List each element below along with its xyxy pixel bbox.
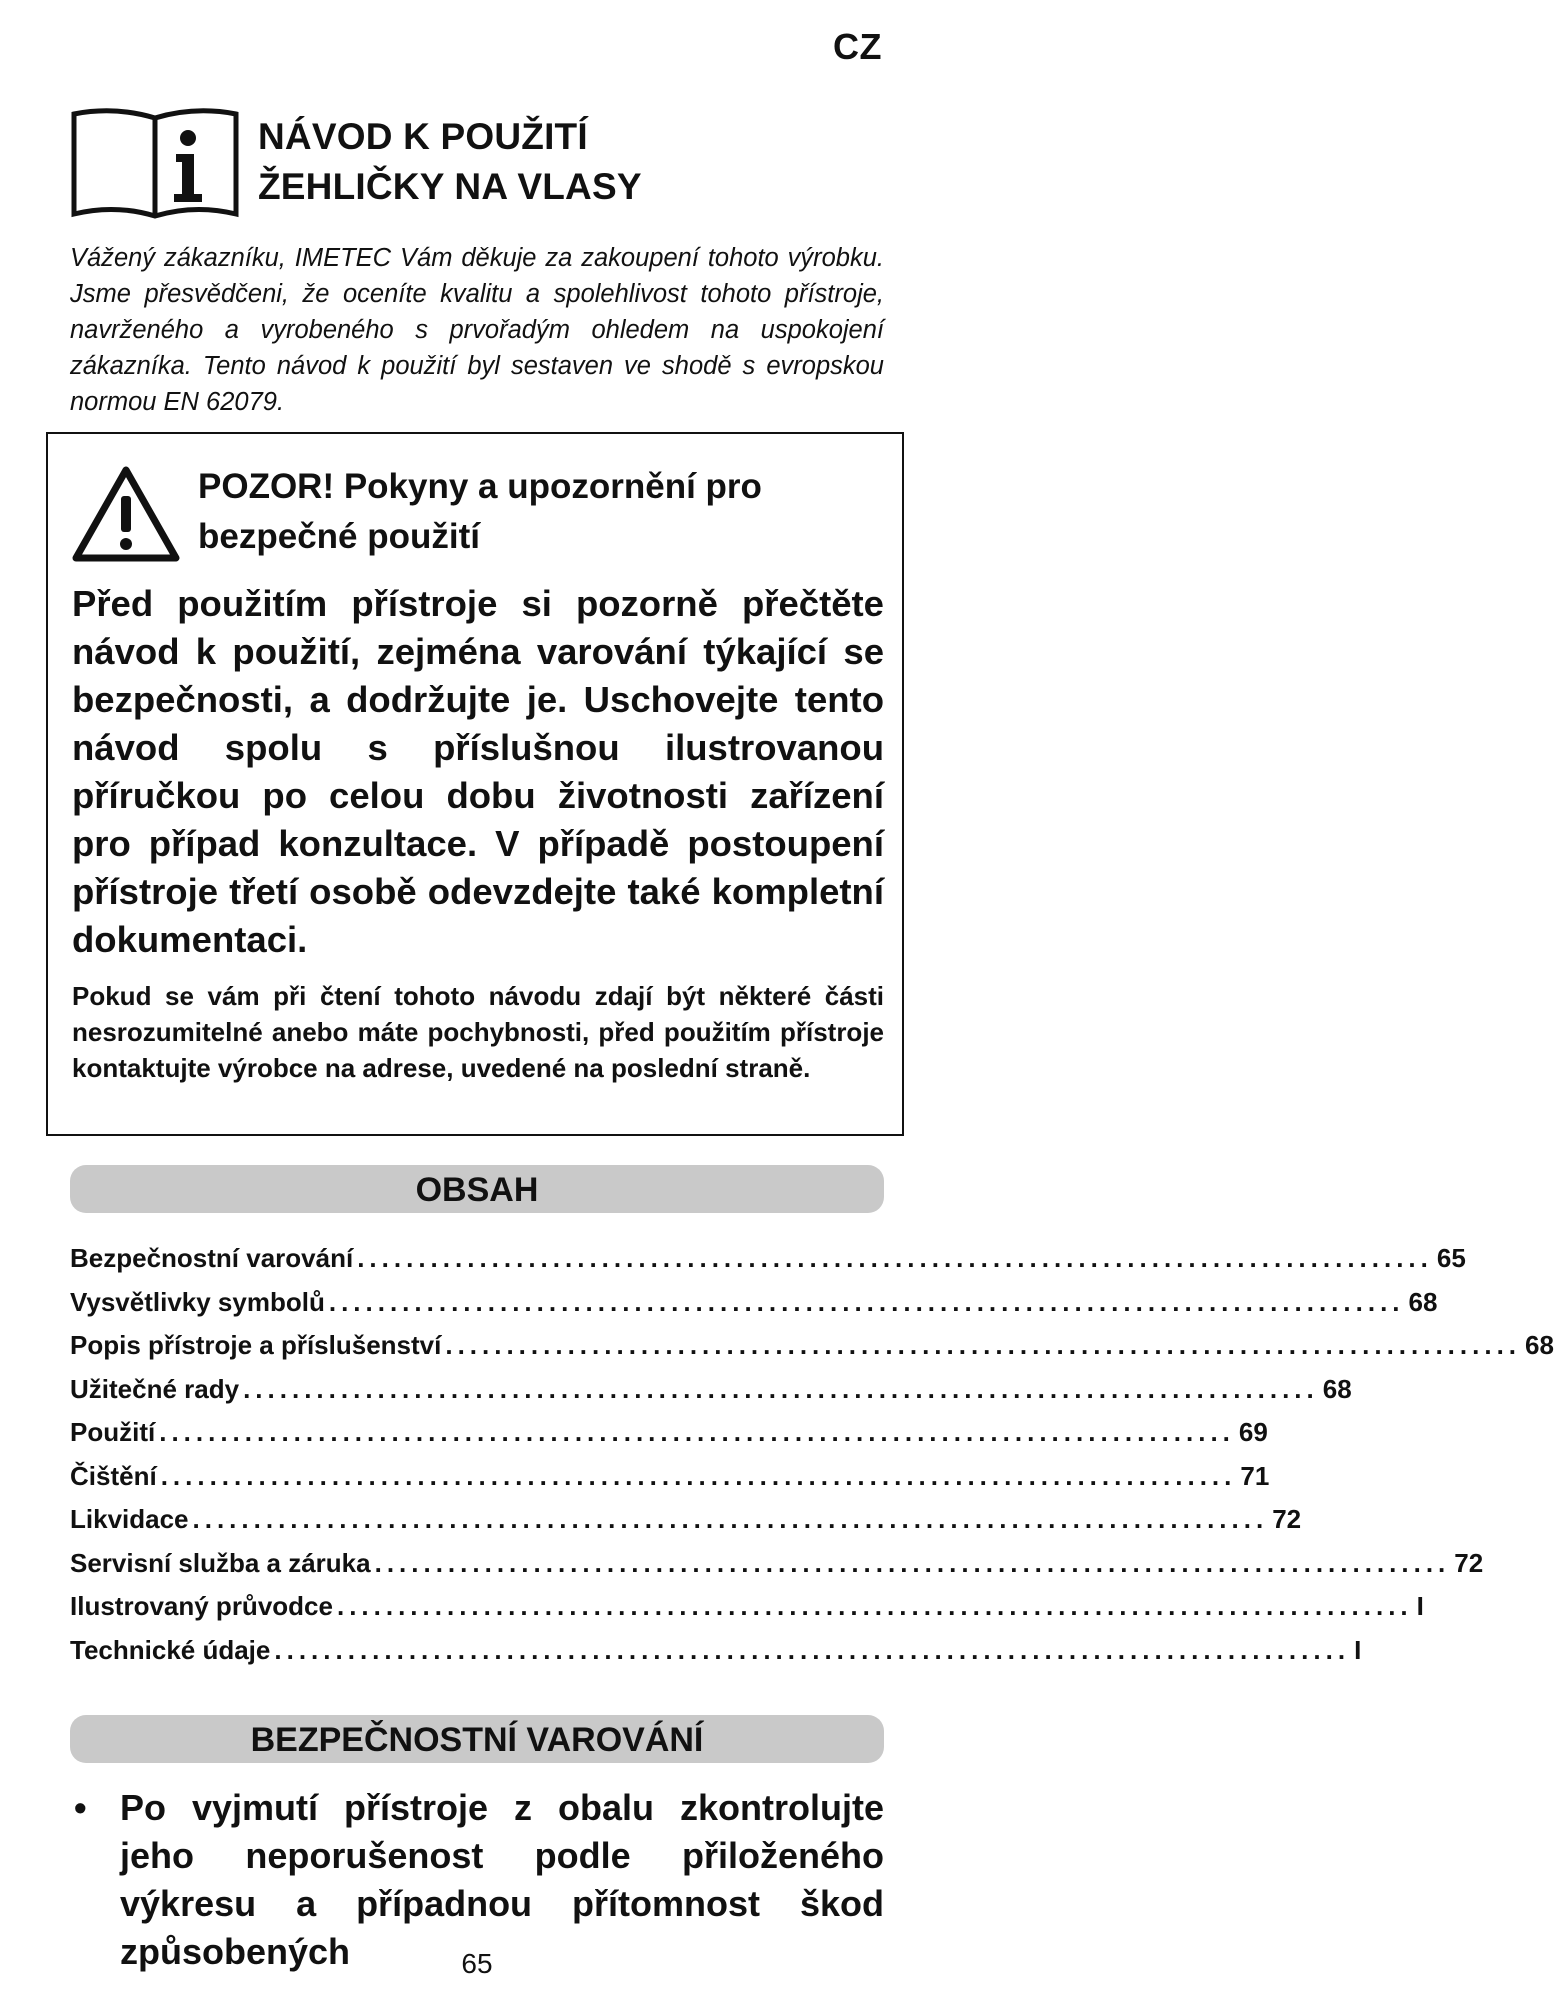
toc-page: 68 (1322, 1373, 1352, 1404)
toc-label: Likvidace (70, 1504, 189, 1534)
toc-row (70, 1286, 1438, 1331)
toc-row (70, 1243, 1466, 1287)
toc-label: Bezpečnostní varování (70, 1243, 354, 1273)
toc-page: 72 (1454, 1547, 1484, 1578)
toc-label: Servisní služba a záruka (70, 1547, 371, 1578)
warning-box (46, 432, 904, 1136)
toc-label: Ilustrovaný průvodce (70, 1591, 333, 1621)
toc-row (70, 1547, 1484, 1592)
toc-label: Čištění (70, 1460, 157, 1491)
toc-row (70, 1330, 1554, 1374)
toc-leader-dots: ........................................................................................ (328, 1286, 1405, 1317)
info-book-icon (70, 108, 240, 220)
toc-leader-dots: ........................................................................................ (336, 1591, 1413, 1621)
warning-main-text: Před použitím přístroje si pozorně přečtěte návod k použití, zejména varování týkající se bezpečnosti, a dodržujte je. Uschovejte tento návod spolu s příslušnou ilustrovanou příručkou po celou dobu životnosti zařízení pro případ konzultace. V případě postoupení přístroje třetí osobě odevzdejte také kompletní dokumentaci. (72, 583, 884, 960)
toc-leader-dots: ........................................................................................ (243, 1373, 1319, 1404)
toc-leader-dots: ........................................................................................ (192, 1504, 1269, 1534)
page-number: 65 (461, 1948, 493, 1979)
toc-label: Technické údaje (70, 1634, 271, 1665)
safety-heading: BEZPEČNOSTNÍ VAROVÁNÍ (70, 1715, 884, 1763)
toc-leader-dots: ........................................................................................ (160, 1460, 1237, 1491)
manual-header (70, 108, 884, 220)
toc-page: 71 (1240, 1460, 1270, 1491)
toc-row (70, 1373, 1352, 1418)
toc-label: Vysvětlivky symbolů (70, 1286, 325, 1317)
toc-leader-dots: ........................................................................................ (274, 1634, 1351, 1665)
toc-row (70, 1591, 1424, 1635)
toc-heading: OBSAH (70, 1165, 884, 1213)
toc-leader-dots: ........................................................................................ (357, 1243, 1433, 1273)
toc-label: Užitečné rady (70, 1373, 240, 1404)
toc-label: Popis přístroje a příslušenství (70, 1330, 442, 1360)
warning-title-line-1: POZOR! Pokyny a upozornění pro (198, 467, 762, 506)
toc-page: 65 (1436, 1243, 1466, 1273)
toc-page: 69 (1238, 1417, 1268, 1447)
toc-page: 68 (1408, 1286, 1438, 1317)
language-code: CZ (833, 26, 882, 67)
table-of-contents (70, 1243, 1554, 1678)
bullet-text: Po vyjmutí přístroje z obalu zkontrolujte jeho neporušenost podle přiloženého výkresu a případnou přítomnost škod způsobených (120, 1787, 884, 1972)
toc-row (70, 1504, 1302, 1548)
toc-row (70, 1634, 1362, 1679)
toc-page: I (1354, 1634, 1362, 1665)
bullet-mark: • (74, 1787, 87, 1828)
warning-note-text: Pokud se vám při čtení tohoto návodu zdají být některé části nesrozumitelné anebo máte pochybnosti, před použitím přístroje kontaktujte výrobce na adrese, uvedené na poslední straně. (72, 981, 884, 1083)
toc-leader-dots: ........................................................................................ (159, 1417, 1235, 1447)
title-line-1: NÁVOD K POUŽITÍ (258, 116, 588, 157)
toc-row (70, 1460, 1270, 1505)
toc-label: Použití (70, 1417, 156, 1447)
manual-title (258, 112, 642, 212)
intro-paragraph: Vážený zákazníku, IMETEC Vám děkuje za zakoupení tohoto výrobku. Jsme přesvědčeni, že oceníte kvalitu a spolehlivost tohoto přístroje, navrženého a vyrobeného s prvořadým ohledem na uspokojení zákazníka. Tento návod k použití byl sestaven ve shodě s evropskou normou EN 62079. (70, 244, 884, 416)
warning-triangle-icon (70, 464, 182, 564)
toc-leader-dots: ........................................................................................ (445, 1330, 1522, 1360)
toc-leader-dots: ........................................................................................ (374, 1547, 1451, 1578)
toc-page: 72 (1272, 1504, 1302, 1534)
toc-page: I (1416, 1591, 1424, 1621)
toc-row (70, 1417, 1268, 1461)
warning-title-line-2: bezpečné použití (198, 517, 480, 556)
title-line-2: ŽEHLIČKY NA VLASY (258, 166, 642, 207)
toc-page: 68 (1525, 1330, 1554, 1360)
warning-title (198, 462, 762, 562)
